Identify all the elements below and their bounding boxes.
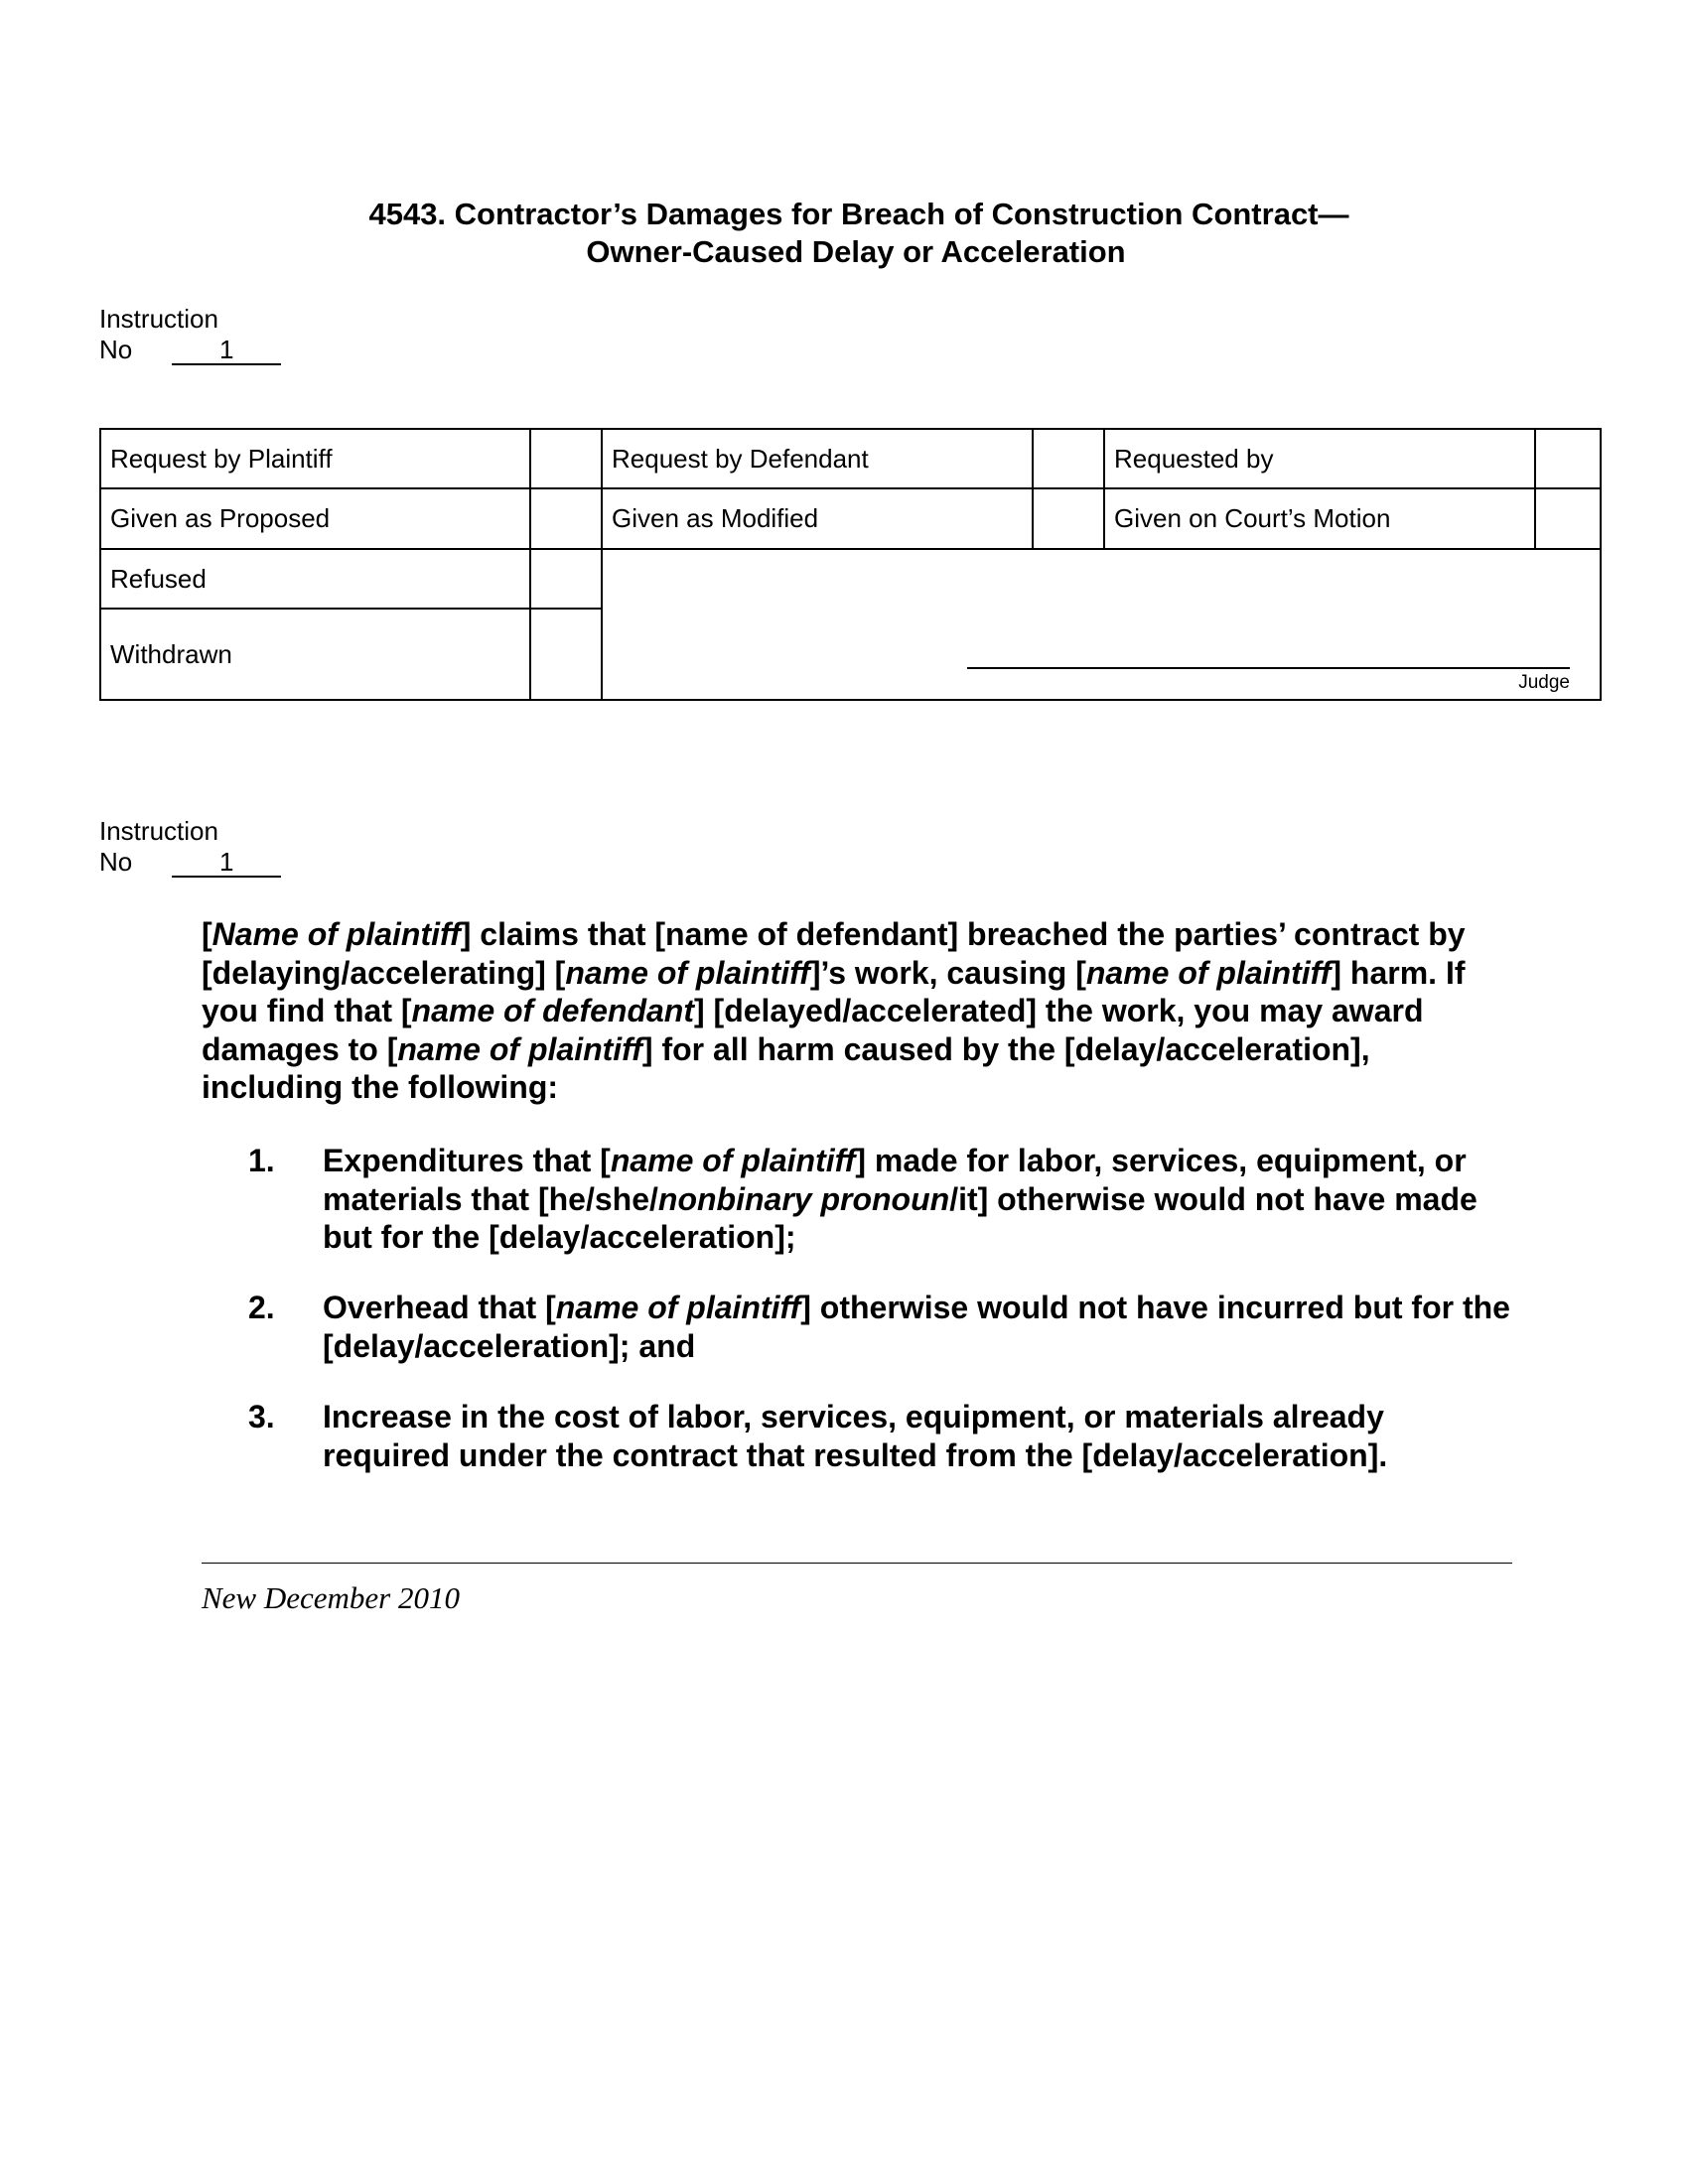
given-on-courts-motion-label: Given on Court’s Motion [1104, 488, 1535, 549]
list-item-number: 3. [248, 1399, 275, 1434]
refused-label: Refused [100, 549, 530, 609]
given-as-modified-label: Given as Modified [602, 488, 1033, 549]
list-item-text: Expenditures that [name of plaintiff] made for labor, services, equipment, or materials that [he/she/nonbinary pronoun/it] otherwise would not have made but for the [delay/acceleration]; [323, 1143, 1477, 1255]
history-note: New December 2010 [202, 1580, 460, 1615]
request-by-plaintiff-label: Request by Plaintiff [100, 429, 530, 488]
instruction-number-field[interactable]: 1 [172, 849, 281, 878]
withdrawn-label: Withdrawn [100, 609, 530, 700]
given-as-proposed-checkbox[interactable] [530, 488, 602, 549]
title-line-1: 4543. Contractor’s Damages for Breach of Construction Contract— [368, 197, 1349, 231]
request-by-defendant-checkbox[interactable] [1033, 429, 1104, 488]
refused-checkbox[interactable] [530, 549, 602, 609]
judge-label: Judge [1518, 672, 1570, 693]
given-as-modified-checkbox[interactable] [1033, 488, 1104, 549]
instruction-label: Instruction [99, 304, 218, 334]
request-by-defendant-label: Request by Defendant [602, 429, 1033, 488]
list-item-number: 1. [248, 1143, 275, 1178]
judge-signature-line[interactable] [967, 667, 1570, 669]
instruction-number-field[interactable]: 1 [172, 337, 281, 365]
no-label: No [99, 335, 133, 364]
body-paragraph: [Name of plaintiff] claims that [name of defendant] breached the parties’ contract by [delaying/accelerating] [name of plaintiff]’s work, causing [name of plaintiff] harm. If you find that [name of defendant] [delayed/accelerated] the work, you may award damages to [name of plaintiff] for all harm caused by the [delay/acceleration], including the following: [202, 916, 1466, 1105]
list-item-text: Overhead that [name of plaintiff] otherwise would not have incurred but for the [delay/acceleration]; and [323, 1290, 1510, 1364]
disposition-table [99, 428, 1602, 701]
given-as-proposed-label: Given as Proposed [100, 488, 530, 549]
history-divider [202, 1563, 1512, 1564]
requested-by-label: Requested by [1104, 429, 1535, 488]
requested-by-checkbox[interactable] [1535, 429, 1601, 488]
withdrawn-checkbox[interactable] [530, 609, 602, 700]
list-item [202, 1289, 1512, 1365]
instruction-number-block-bottom [99, 816, 281, 878]
list-item-number: 2. [248, 1290, 275, 1325]
given-on-courts-motion-checkbox[interactable] [1535, 488, 1601, 549]
title-line-2: Owner-Caused Delay or Acceleration [586, 234, 1126, 269]
no-label: No [99, 847, 133, 877]
list-item [202, 1398, 1512, 1474]
list-item [202, 1142, 1512, 1257]
judge-signature-area [602, 549, 1601, 700]
list-item-text: Increase in the cost of labor, services, equipment, or materials already required under the contract that resulted from the [delay/acceleration]. [323, 1399, 1388, 1473]
instruction-number-block-top [99, 304, 281, 365]
instruction-title [0, 196, 1688, 271]
request-by-plaintiff-checkbox[interactable] [530, 429, 602, 488]
instruction-label: Instruction [99, 816, 218, 846]
instruction-body [202, 915, 1512, 1107]
